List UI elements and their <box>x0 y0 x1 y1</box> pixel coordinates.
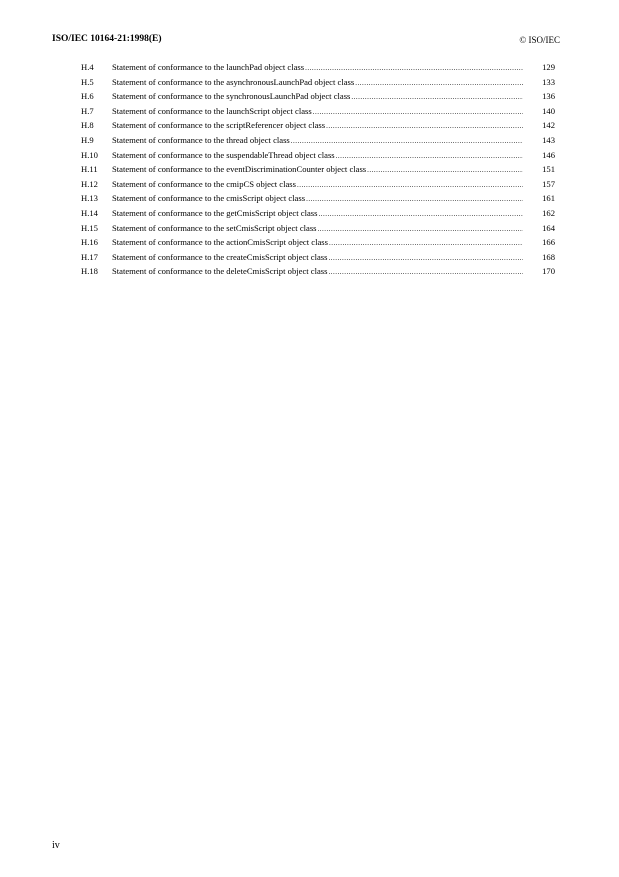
toc-entry-title: Statement of conformance to the cmisScript object class <box>112 193 306 204</box>
toc-entry-number: H.10 <box>81 149 98 160</box>
table-of-contents <box>81 62 555 281</box>
toc-entry-number: H.7 <box>81 105 94 116</box>
toc-entry[interactable] <box>81 193 555 208</box>
toc-entry-title: Statement of conformance to the setCmisScript object class <box>112 222 317 233</box>
toc-dot-leader <box>326 122 523 130</box>
toc-entry-title: Statement of conformance to the actionCmisScript object class <box>112 237 328 248</box>
toc-dot-leader <box>329 239 523 247</box>
toc-entry[interactable] <box>81 91 555 106</box>
toc-entry-page: 161 <box>542 193 555 204</box>
toc-dot-leader <box>318 210 523 218</box>
toc-entry-title: Statement of conformance to the launchPad object class <box>112 62 305 72</box>
toc-dot-leader <box>329 268 524 276</box>
toc-entry-title: Statement of conformance to the createCmisScript object class <box>112 251 328 262</box>
toc-entry-title: Statement of conformance to the thread object class <box>112 134 290 145</box>
toc-entry-title: Statement of conformance to the launchScript object class <box>112 105 312 116</box>
toc-dot-leader <box>313 108 523 116</box>
toc-dot-leader <box>305 64 523 72</box>
toc-entry-number: H.9 <box>81 134 94 145</box>
toc-entry-number: H.4 <box>81 62 94 72</box>
toc-dot-leader <box>318 225 523 233</box>
toc-entry-number: H.6 <box>81 91 94 102</box>
toc-entry-page: 162 <box>542 207 555 218</box>
toc-entry[interactable] <box>81 223 555 238</box>
toc-entry-page: 164 <box>542 222 555 233</box>
toc-dot-leader <box>336 152 523 160</box>
toc-entry-title: Statement of conformance to the eventDiscriminationCounter object class <box>112 164 367 175</box>
toc-entry-page: 166 <box>542 237 555 248</box>
toc-entry[interactable] <box>81 179 555 194</box>
toc-entry[interactable] <box>81 77 555 92</box>
toc-entry-number: H.18 <box>81 266 98 277</box>
toc-entry-title: Statement of conformance to the deleteCmisScript object class <box>112 266 328 277</box>
toc-entry-page: 136 <box>542 91 555 102</box>
toc-dot-leader <box>306 195 523 203</box>
toc-entry-page: 146 <box>542 149 555 160</box>
toc-dot-leader <box>329 254 524 262</box>
toc-entry[interactable] <box>81 252 555 267</box>
toc-entry-page: 129 <box>542 62 555 72</box>
toc-entry-page: 151 <box>542 164 555 175</box>
toc-dot-leader <box>351 93 523 101</box>
document-id: ISO/IEC 10164-21:1998(E) <box>52 34 162 44</box>
toc-entry[interactable] <box>81 208 555 223</box>
toc-entry-number: H.8 <box>81 120 94 131</box>
toc-entry-number: H.14 <box>81 207 98 218</box>
toc-entry-page: 157 <box>542 178 555 189</box>
toc-entry-page: 168 <box>542 251 555 262</box>
toc-dot-leader <box>291 137 523 145</box>
toc-entry[interactable] <box>81 62 555 77</box>
toc-entry-number: H.5 <box>81 76 94 87</box>
toc-entry-page: 142 <box>542 120 555 131</box>
toc-entry-title: Statement of conformance to the getCmisScript object class <box>112 207 318 218</box>
toc-entry[interactable] <box>81 237 555 252</box>
toc-entry[interactable] <box>81 135 555 150</box>
toc-entry-title: Statement of conformance to the cmipCS object class <box>112 178 296 189</box>
toc-entry[interactable] <box>81 266 555 281</box>
toc-entry-title: Statement of conformance to the synchronousLaunchPad object class <box>112 91 351 102</box>
copyright-notice: © ISO/IEC <box>519 35 560 45</box>
toc-entry-number: H.12 <box>81 178 98 189</box>
toc-entry[interactable] <box>81 120 555 135</box>
toc-entry-title: Statement of conformance to the asynchronousLaunchPad object class <box>112 76 355 87</box>
toc-dot-leader <box>297 181 523 189</box>
toc-entry-number: H.13 <box>81 193 98 204</box>
toc-entry-number: H.17 <box>81 251 98 262</box>
toc-entry-page: 133 <box>542 76 555 87</box>
toc-entry-title: Statement of conformance to the scriptReferencer object class <box>112 120 326 131</box>
toc-entry-page: 170 <box>542 266 555 277</box>
toc-dot-leader <box>367 166 523 174</box>
toc-dot-leader <box>355 79 523 87</box>
toc-entry[interactable] <box>81 164 555 179</box>
toc-entry-title: Statement of conformance to the suspendableThread object class <box>112 149 335 160</box>
toc-entry[interactable] <box>81 106 555 121</box>
toc-entry-number: H.15 <box>81 222 98 233</box>
toc-entry-number: H.11 <box>81 164 98 175</box>
page-number: iv <box>52 840 60 851</box>
toc-entry-page: 140 <box>542 105 555 116</box>
toc-entry[interactable] <box>81 150 555 165</box>
toc-entry-number: H.16 <box>81 237 98 248</box>
toc-entry-page: 143 <box>542 134 555 145</box>
